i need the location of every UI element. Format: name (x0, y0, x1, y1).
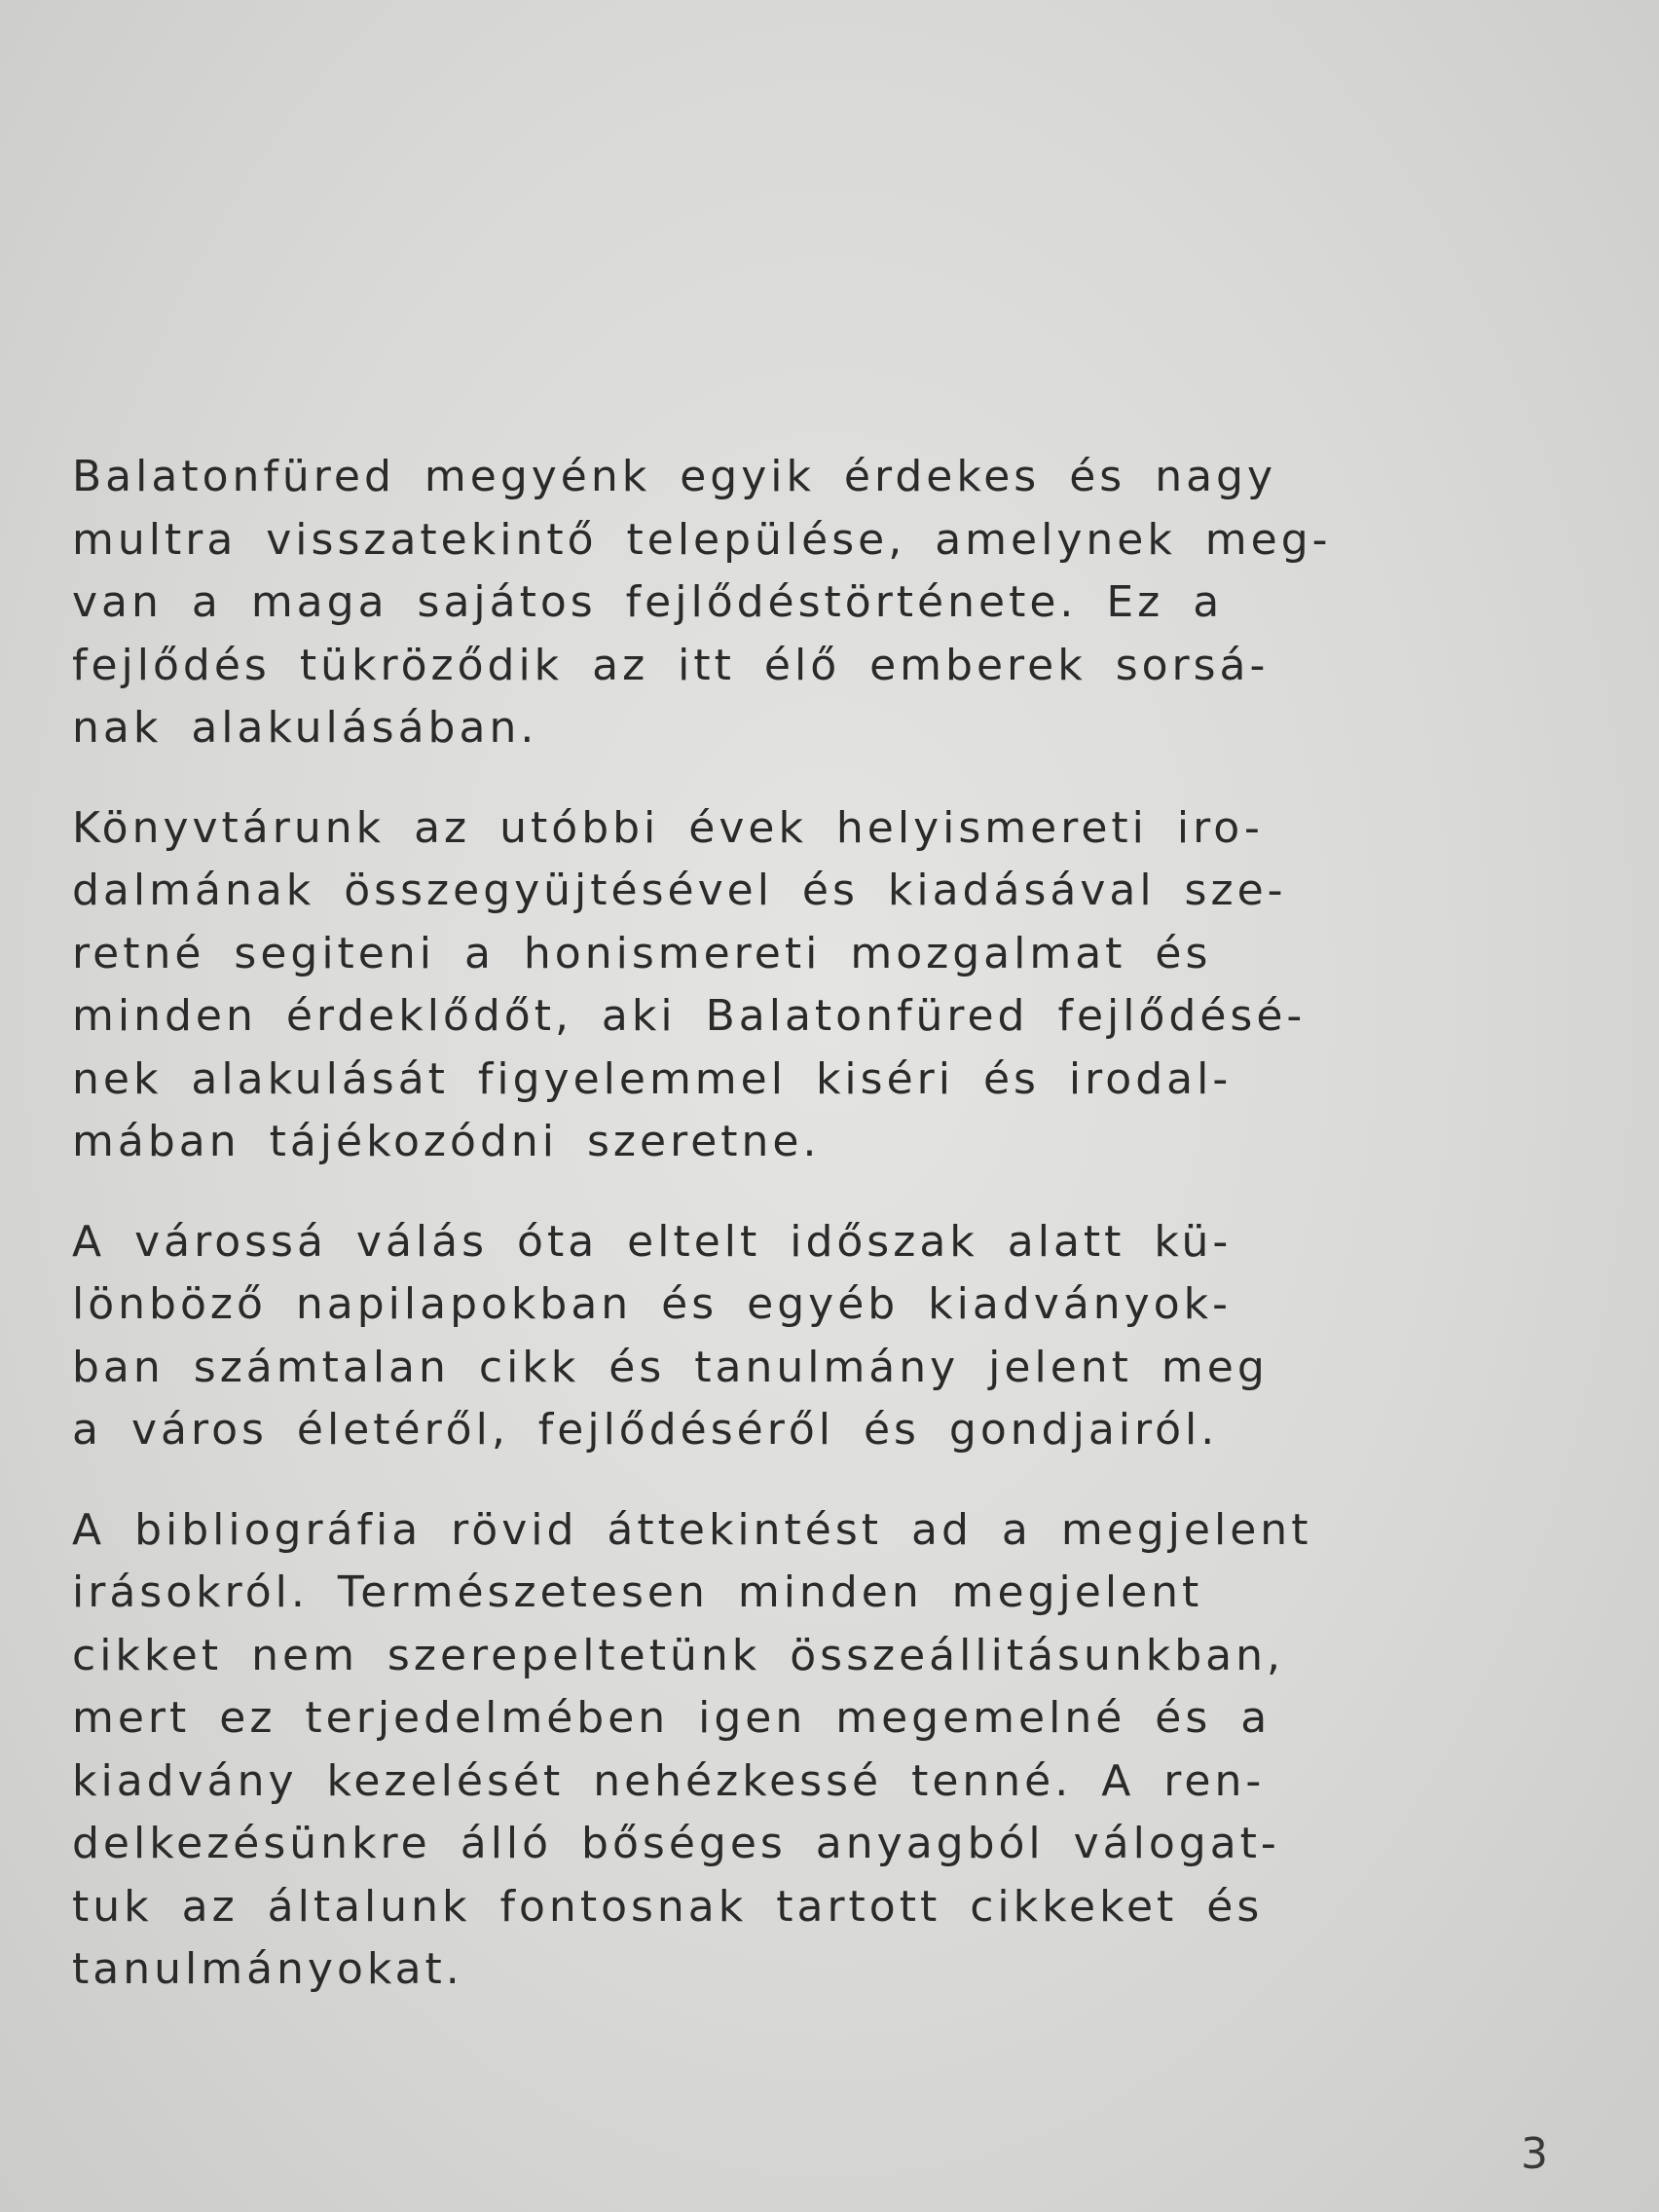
text-line: tanulmányokat. (72, 1944, 463, 1994)
text-line: delkezésünkre álló bőséges anyagból válogat- (72, 1819, 1280, 1868)
paragraph-bibliography (72, 1499, 1610, 2002)
text-line: cikket nem szerepeltetünk összeállitásunkban, (72, 1630, 1284, 1680)
text-line: mában tájékozódni szeretne. (72, 1117, 821, 1166)
text-line: dalmának összegyüjtésével és kiadásával sze- (72, 866, 1287, 915)
text-line: nek alakulását figyelemmel kiséri és irodal- (72, 1053, 1233, 1104)
text-line: a város életéről, fejlődéséről és gondjairól. (72, 1405, 1219, 1455)
text-line: multra visszatekintő települése, amelynek meg- (72, 514, 1332, 565)
text-line: A bibliográfia rövid áttekintést ad a megjelent (72, 1504, 1312, 1555)
text-line: kiadvány kezelését nehézkessé tenné. A ren- (72, 1755, 1266, 1806)
text-line: minden érdeklődőt, aki Balatonfüred fejlődésé- (72, 991, 1307, 1041)
text-line: fejlődés tükröződik az itt élő emberek sorsá- (72, 640, 1270, 690)
body-text (72, 446, 1610, 2039)
text-line: Balatonfüred megyénk egyik érdekes és nagy (72, 452, 1277, 501)
text-line: Könyvtárunk az utóbbi évek helyismereti iro- (72, 802, 1264, 853)
text-line: tuk az általunk fontosnak tartott cikkeket és (72, 1881, 1264, 1932)
paragraph-city (72, 1211, 1610, 1462)
text-line: A várossá válás óta eltelt időszak alatt kü- (72, 1216, 1233, 1267)
text-line: nak alakulásában. (72, 703, 538, 753)
paragraph-intro (72, 446, 1610, 760)
text-line: lönböző napilapokban és egyéb kiadványok- (72, 1279, 1232, 1329)
paragraph-library (72, 797, 1610, 1174)
page-number: 3 (1521, 2129, 1548, 2179)
text-line: mert ez terjedelmében igen megemelné és a (72, 1693, 1272, 1743)
text-line: ban számtalan cikk és tanulmány jelent meg (72, 1342, 1269, 1392)
text-line: retné segiteni a honismereti mozgalmat és (72, 928, 1212, 978)
text-line: van a maga sajátos fejlődéstörténete. Ez a (72, 577, 1224, 627)
text-line: irásokról. Természetesen minden megjelent (72, 1567, 1203, 1617)
